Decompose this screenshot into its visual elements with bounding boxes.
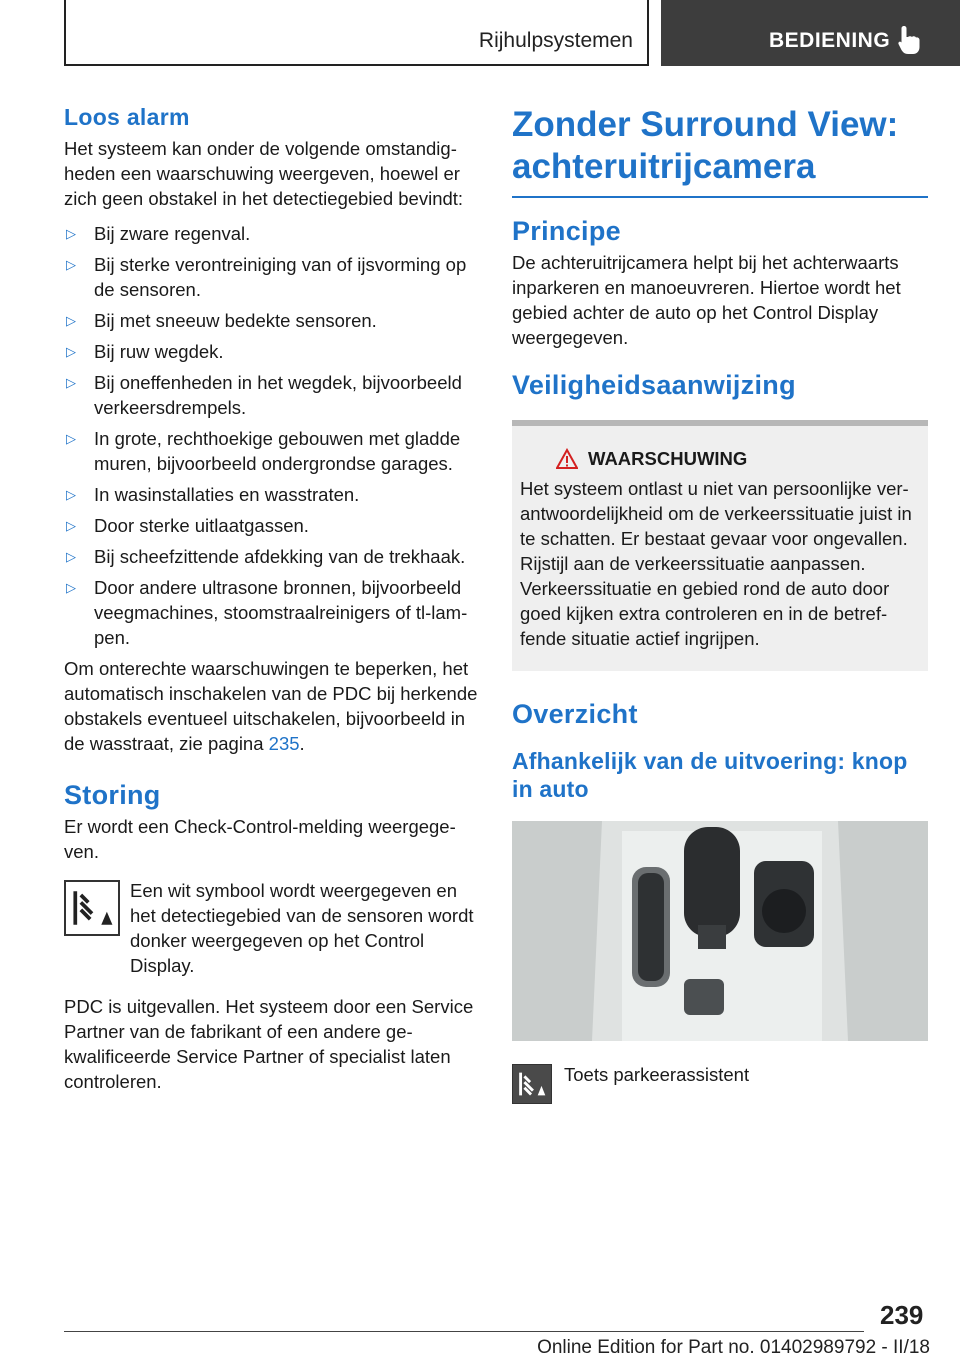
warning-text: Het systeem ontlast u niet van persoonlijke verantwoordelijkheid om de verkeerssituatie juist in te schatten. Er bestaat gevaar voor ongevallen. Rijstijl aan de verkeerssituatie aanpassen. Verkeerssituatie en gebied rond de auto door goed kijken extra controleren en in de betreffende situatie actief ingrijpen. — [520, 478, 912, 649]
triangle-bullet-icon: ▷ — [66, 226, 76, 241]
warning-triangle-icon — [556, 448, 578, 470]
principle-heading: Principe — [512, 216, 621, 246]
triangle-bullet-icon: ▷ — [66, 431, 76, 446]
pdc-failure-icon — [64, 880, 120, 936]
list-item: ▷ Bij scheefzittende afdekking van de trekhaak. — [66, 546, 466, 567]
title-divider — [512, 196, 928, 198]
parking-assistant-label: Toets parkeerassistent — [564, 1064, 750, 1085]
list-item: ▷ Bij met sneeuw bedekte sensoren. — [66, 310, 377, 331]
list-item: ▷ Bij ruw wegdek. — [66, 341, 224, 362]
page-235-link[interactable]: 235 — [268, 733, 300, 754]
warning-title-row — [520, 448, 922, 470]
list-item: ▷ Door sterke uitlaatgassen. — [66, 515, 309, 536]
warning-box — [512, 420, 928, 671]
false-alarm-heading: Loos alarm — [64, 104, 190, 130]
header-section-tab — [64, 0, 649, 66]
list-item: ▷ Bij zware regenval. — [66, 223, 251, 244]
pdc-symbol-block — [64, 878, 479, 978]
list-item: ▷ Bij oneffenheden in het wegdek, bijvoorbeeld verkeersdrempels. — [66, 372, 462, 418]
failure-text: Er wordt een Check-Control-melding weergegeven. — [64, 816, 456, 862]
overview-subheading: Afhankelijk van de uitvoering: knop in auto — [512, 748, 908, 802]
overview-heading: Overzicht — [512, 699, 638, 729]
warning-title: WAARSCHUWING — [588, 448, 748, 469]
triangle-bullet-icon: ▷ — [66, 549, 76, 564]
triangle-bullet-icon: ▷ — [66, 487, 76, 502]
parking-assistant-button-icon — [512, 1064, 552, 1104]
principle-text: De achteruitrijcamera helpt bij het achterwaarts inparkeren en manoeuvreren. Hiertoe wordt het gebied achter de auto op het Control Display weergegeven. — [512, 252, 901, 348]
parking-assistant-key-row — [512, 1064, 928, 1104]
list-item: ▷ In wasinstallaties en wasstraten. — [66, 484, 360, 505]
failure-service-text: PDC is uitgevallen. Het systeem door een Service Partner van de fabrikant of een andere gekwalificeerde Service Partner of specialist laten controleren. — [64, 996, 474, 1092]
triangle-bullet-icon: ▷ — [66, 257, 76, 272]
page-number: 239 — [880, 1300, 924, 1330]
list-item: ▷ Bij sterke verontreiniging van of ijsvorming op de sensoren. — [66, 254, 467, 300]
safety-heading: Veiligheidsaanwijzing — [512, 370, 796, 400]
failure-heading: Storing — [64, 780, 161, 810]
triangle-bullet-icon: ▷ — [66, 375, 76, 390]
list-item: ▷ In grote, rechthoekige gebouwen met gladde muren, bijvoorbeeld ondergrondse garages. — [66, 428, 461, 474]
center-console-photo — [512, 821, 928, 1041]
chapter-title: BEDIENING — [769, 29, 891, 52]
footer-divider — [64, 1331, 864, 1332]
false-alarm-outro: Om onterechte waarschuwingen te beperken, het automatisch inschakelen van de PDC bij herkende obstakels eventueel uitschakelen, bijvoorbeeld in de wasstraat, zie pagina 235. — [64, 658, 478, 754]
left-column — [64, 100, 479, 1094]
rear-camera-title: Zonder Surround View: achteruitrijcamera — [512, 105, 899, 186]
header-chapter-tab — [661, 0, 960, 66]
false-alarm-intro: Het systeem kan onder de volgende omstandigheden een waarschuwing weergeven, hoewel er zich geen obstakel in het detectiegebied bevindt: — [64, 138, 464, 209]
right-column — [512, 100, 928, 1104]
list-item: ▷ Door andere ultrasone bronnen, bijvoorbeeld veegmachines, stoomstraalreinigers of tl-lampen. — [66, 577, 468, 648]
triangle-bullet-icon: ▷ — [66, 518, 76, 533]
false-alarm-list — [64, 221, 479, 650]
pointing-hand-icon — [897, 25, 921, 55]
symbol-description: Een wit symbool wordt weergegeven en het detectiegebied van de sensoren wordt donker weergegeven op het Control Display. — [130, 880, 474, 976]
section-title: Rijhulpsystemen — [478, 29, 633, 52]
triangle-bullet-icon: ▷ — [66, 580, 76, 595]
triangle-bullet-icon: ▷ — [66, 313, 76, 328]
triangle-bullet-icon: ▷ — [66, 344, 76, 359]
edition-footer: Online Edition for Part no. 01402989792 - II/18 — [537, 1337, 930, 1358]
